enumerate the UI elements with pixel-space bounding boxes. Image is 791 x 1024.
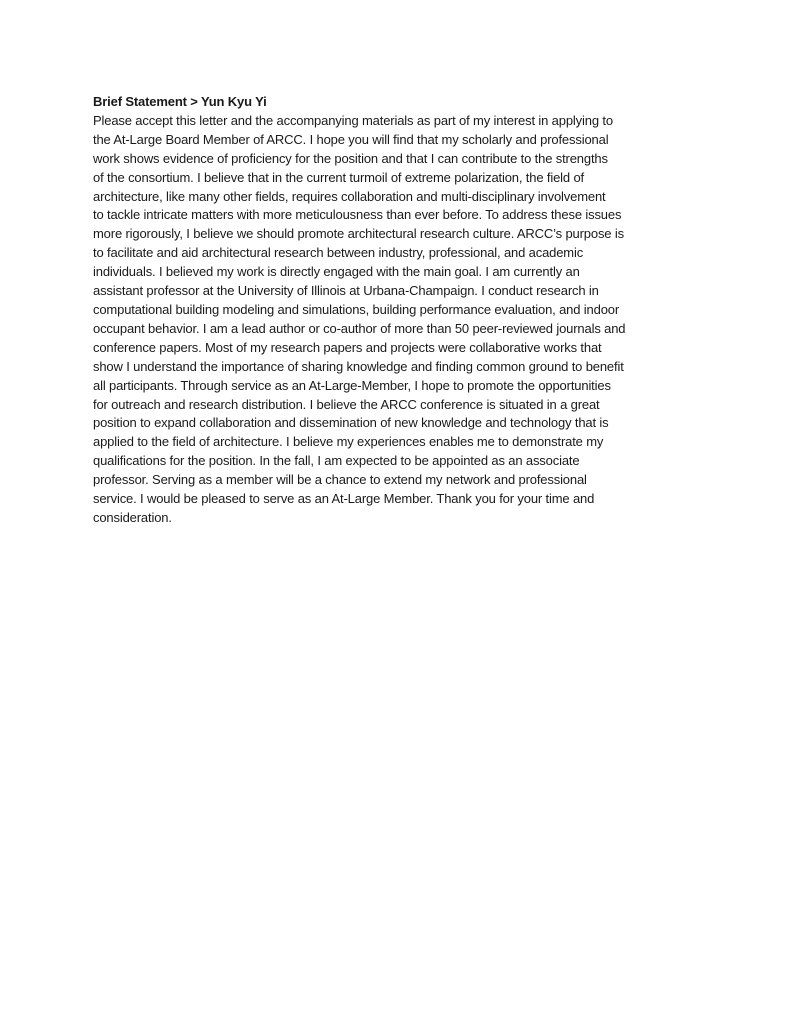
statement-line: to facilitate and aid architectural research between industry, professional, and academic: [93, 245, 584, 261]
statement-line: service. I would be pleased to serve as an At-Large Member. Thank you for your time and: [93, 491, 595, 507]
statement-line: professor. Serving as a member will be a chance to extend my network and professional: [93, 472, 587, 488]
statement-line: work shows evidence of proficiency for the position and that I can contribute to the strengths: [93, 150, 608, 166]
statement-line: applied to the field of architecture. I believe my experiences enables me to demonstrate my: [93, 434, 604, 450]
statement-line: conference papers. Most of my research papers and projects were collaborative works that: [93, 339, 602, 355]
statement-line: consideration.: [93, 509, 172, 525]
statement-line: qualifications for the position. In the fall, I am expected to be appointed as an associate: [93, 453, 580, 469]
statement-heading: Brief Statement > Yun Kyu Yi: [93, 94, 267, 109]
statement-line: individuals. I believed my work is directly engaged with the main goal. I am currently an: [93, 264, 580, 280]
statement-line: architecture, like many other fields, requires collaboration and multi-disciplinary involvement: [93, 188, 606, 204]
statement-line: more rigorously, I believe we should promote architectural research culture. ARCC’s purpose is: [93, 226, 624, 242]
statement-line: computational building modeling and simulations, building performance evaluation, and indoor: [93, 301, 620, 317]
statement-line: assistant professor at the University of Illinois at Urbana-Champaign. I conduct research in: [93, 283, 599, 299]
statement-line: for outreach and research distribution. I believe the ARCC conference is situated in a great: [93, 396, 600, 412]
statement-line: to tackle intricate matters with more meticulousness than ever before. To address these issues: [93, 207, 622, 223]
statement-body: [93, 93, 713, 528]
statement-line: of the consortium. I believe that in the current turmoil of extreme polarization, the field of: [93, 169, 584, 185]
statement-line: Please accept this letter and the accompanying materials as part of my interest in applying to: [93, 112, 613, 128]
statement-line: occupant behavior. I am a lead author or co-author of more than 50 peer-reviewed journals and: [93, 320, 626, 336]
statement-line: show I understand the importance of sharing knowledge and finding common ground to benefit: [93, 358, 624, 374]
statement-line: position to expand collaboration and dissemination of new knowledge and technology that is: [93, 415, 609, 431]
statement-line: the At-Large Board Member of ARCC. I hope you will find that my scholarly and professional: [93, 131, 609, 147]
statement-line: all participants. Through service as an At-Large-Member, I hope to promote the opportunities: [93, 377, 611, 393]
